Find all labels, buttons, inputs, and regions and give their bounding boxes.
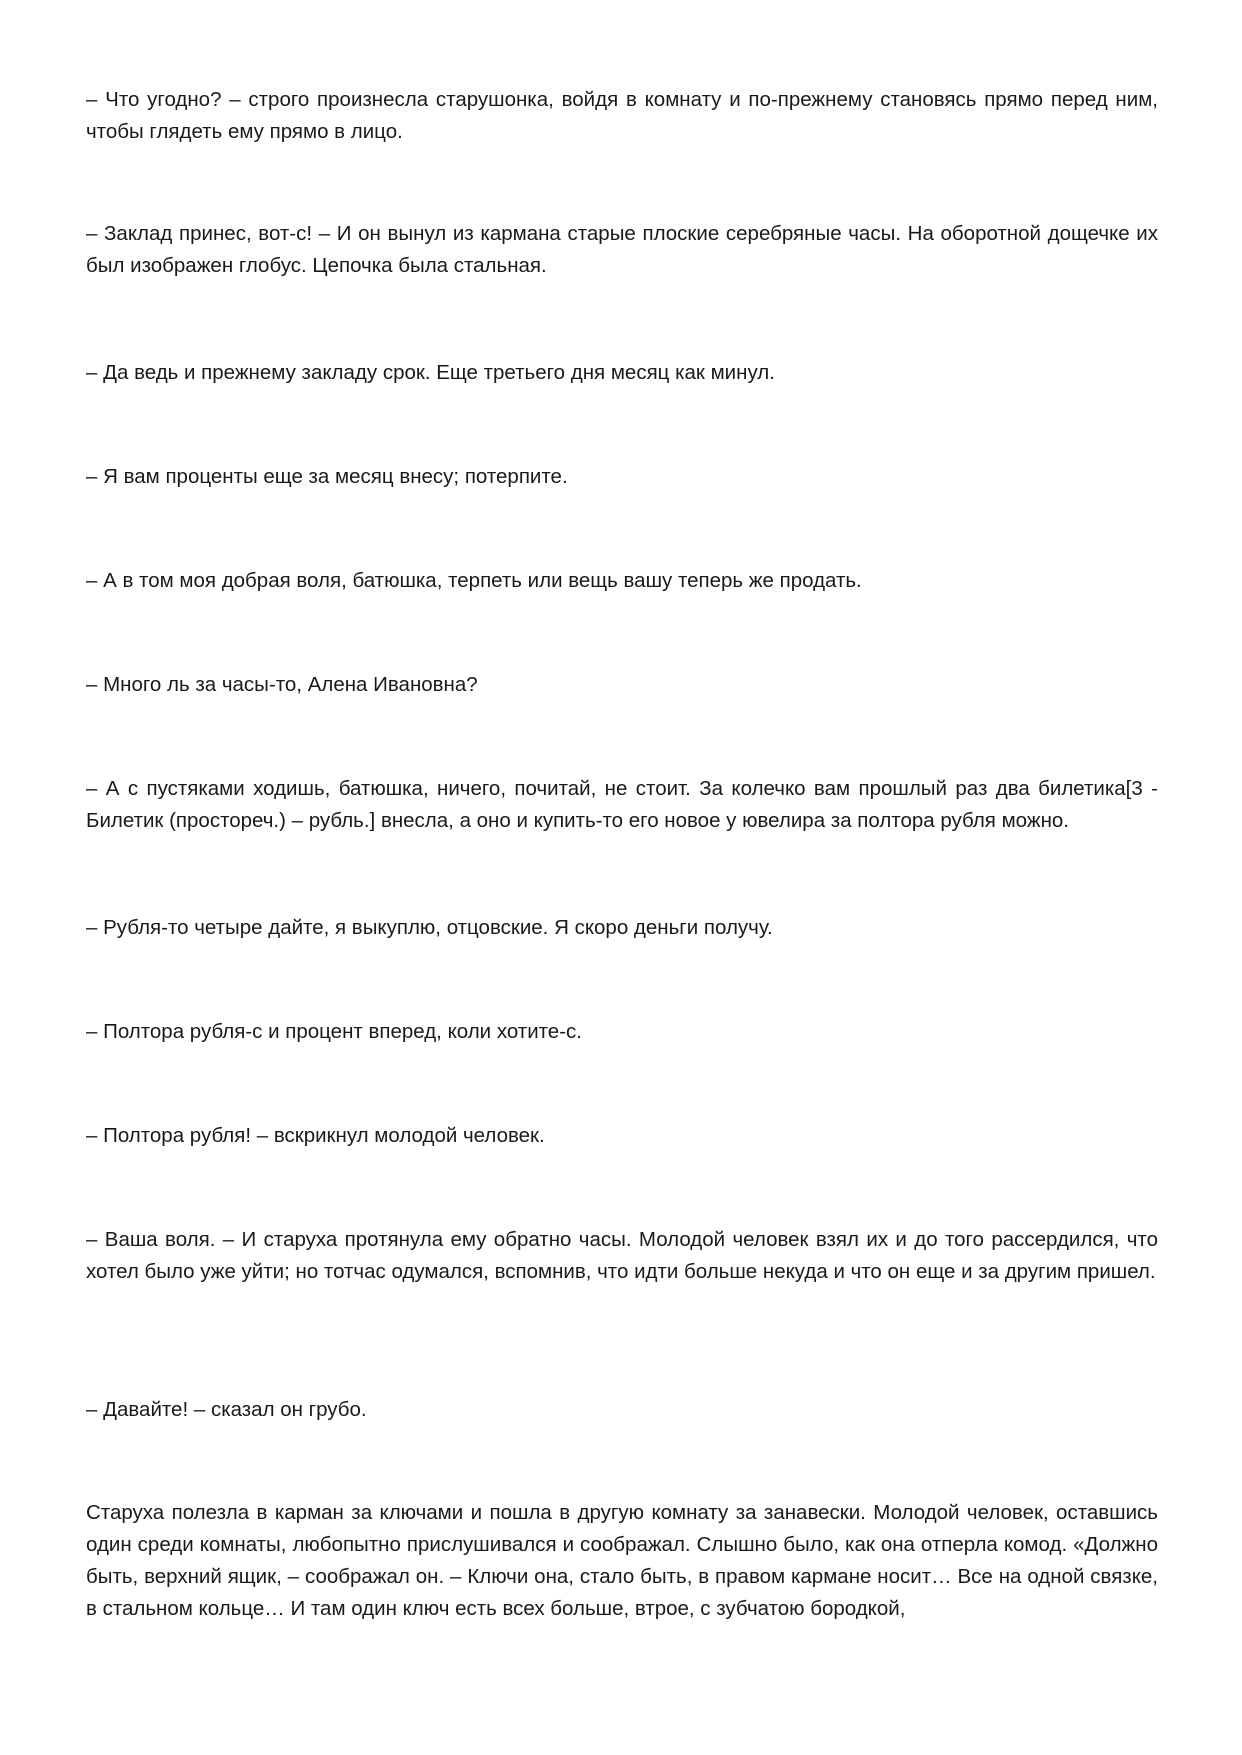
paragraph-8: – Рубля-то четыре дайте, я выкуплю, отцовские. Я скоро деньги получу. — [86, 916, 773, 939]
paragraph-9: – Полтора рубля-с и процент вперед, коли хотите-с. — [86, 1020, 582, 1043]
paragraph-12: – Давайте! – сказал он грубо. — [86, 1398, 367, 1421]
paragraph-6: – Много ль за часы-то, Алена Ивановна? — [86, 673, 478, 696]
paragraph-11: – Ваша воля. – И старуха протянула ему обратно часы. Молодой человек взял их и до того рассердился, что хотел было уже уйти; но тотчас одумался, вспомнив, что идти больше некуда и что он еще и за другим пришел. — [86, 1228, 1158, 1283]
paragraph-10: – Полтора рубля! – вскрикнул молодой человек. — [86, 1124, 545, 1147]
paragraph-5: – А в том моя добрая воля, батюшка, терпеть или вещь вашу теперь же продать. — [86, 569, 862, 592]
paragraph-3: – Да ведь и прежнему закладу срок. Еще третьего дня месяц как минул. — [86, 361, 775, 384]
paragraph-1: – Что угодно? – строго произнесла старушонка, войдя в комнату и по-прежнему становясь прямо перед ним, чтобы глядеть ему прямо в лицо. — [86, 88, 1158, 143]
paragraph-13: Старуха полезла в карман за ключами и пошла в другую комнату за занавески. Молодой человек, оставшись один среди комнаты, любопытно прислушивался и соображал. Слышно было, как она отперла комод. «Должно быть, верхний ящик, – соображал он. – Ключи она, стало быть, в правом кармане носит… Все на одной связке, в стальном кольце… И там один ключ есть всех больше, втрое, с зубчатою бородкой, — [86, 1501, 1158, 1620]
paragraph-2: – Заклад принес, вот-с! – И он вынул из кармана старые плоские серебряные часы. На оборотной дощечке их был изображен глобус. Цепочка была стальная. — [86, 222, 1158, 277]
paragraph-7: – А с пустяками ходишь, батюшка, ничего, почитай, не стоит. За колечко вам прошлый раз два билетика[3 - Билетик (простореч.) – рубль.] внесла, а оно и купить-то его новое у ювелира за полтора рубля можно. — [86, 777, 1158, 832]
paragraph-4: – Я вам проценты еще за месяц внесу; потерпите. — [86, 465, 568, 488]
